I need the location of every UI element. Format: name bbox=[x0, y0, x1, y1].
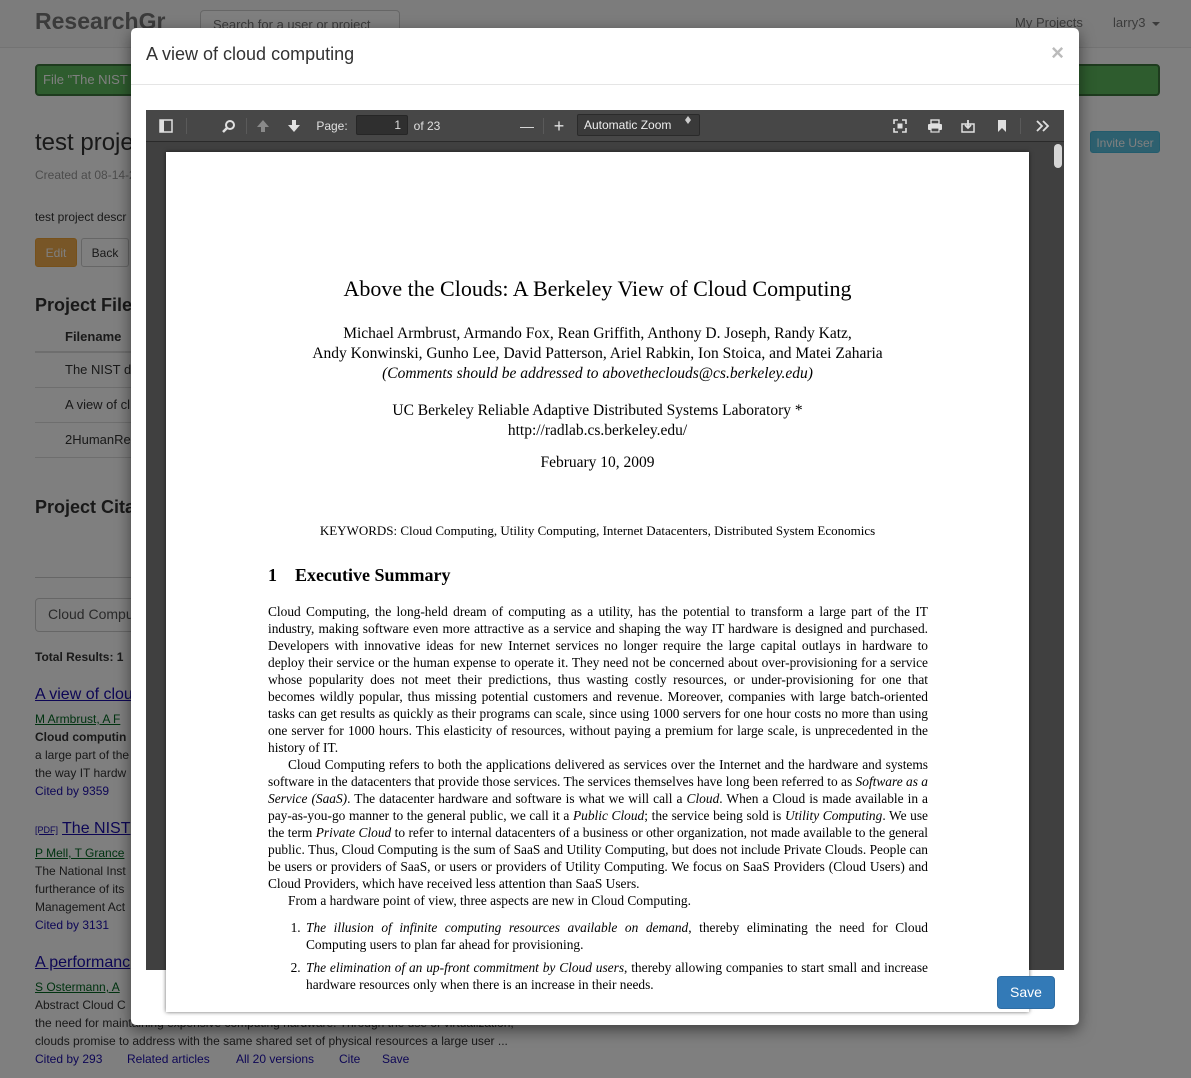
search-icon[interactable] bbox=[219, 116, 239, 136]
previous-page-icon[interactable] bbox=[253, 116, 273, 136]
modal-title: A view of cloud computing bbox=[146, 44, 355, 64]
download-icon[interactable] bbox=[958, 116, 978, 136]
bookmark-icon[interactable] bbox=[992, 116, 1012, 136]
paper-affiliation bbox=[166, 401, 1029, 441]
toolbar-separator bbox=[186, 118, 187, 134]
zoom-in-button[interactable]: + bbox=[553, 115, 565, 136]
sidebar-toggle-icon[interactable] bbox=[156, 116, 176, 136]
chevron-down-icon bbox=[685, 120, 691, 124]
list-item: 1. The illusion of infinite computing resources available on demand, thereby eliminating the need for Cloud Computing users to plan far ahead for provisioning. bbox=[304, 919, 928, 953]
save-button[interactable]: Save bbox=[997, 976, 1055, 1009]
paper-keywords: KEYWORDS: Cloud Computing, Utility Computing, Internet Datacenters, Distributed System Economics bbox=[319, 523, 876, 538]
authors-line: Andy Konwinski, Gunho Lee, David Patterson, Ariel Rabkin, Ion Stoica, and Matei Zaharia bbox=[312, 345, 883, 362]
paragraph: Cloud Computing refers to both the applications delivered as services over the Internet and the hardware and systems software in the datacenters that provide those services. The services themselves have long been referred to as Software as a Service (SaaS). The datacenter hardware and software is what we will call a Cloud. When a Cloud is made available in a pay-as-you-go manner to the general public, we call it a Public Cloud; the service being sold is Utility Computing. We use the term Private Cloud to refer to internal datacenters of a business or other organization, not made available to the general public. Thus, Cloud Computing is the sum of SaaS and Utility Computing, but does not include Private Clouds. People can be users or providers of SaaS, or users or providers of Utility Computing. We focus on SaaS Providers (Cloud Users) and Cloud Providers, which have received less attention than SaaS Users. bbox=[268, 757, 929, 891]
authors-line: Michael Armbrust, Armando Fox, Rean Griffith, Anthony D. Joseph, Randy Katz, bbox=[343, 325, 852, 342]
paper-date: February 10, 2009 bbox=[540, 454, 655, 471]
page-number-input[interactable]: 1 bbox=[356, 115, 408, 135]
paper-authors bbox=[166, 324, 1029, 384]
zoom-out-button[interactable]: — bbox=[520, 118, 534, 134]
aspects-list bbox=[304, 919, 928, 993]
paper-title: Above the Clouds: A Berkeley View of Cloud Computing bbox=[343, 276, 852, 301]
zoom-value: Automatic Zoom bbox=[584, 118, 672, 132]
section-title: Executive Summary bbox=[295, 565, 451, 585]
lab-name: UC Berkeley Reliable Adaptive Distributed Systems Laboratory * bbox=[392, 402, 803, 419]
paper-body bbox=[268, 603, 928, 999]
page-label: Page: bbox=[316, 119, 348, 133]
section-heading bbox=[268, 565, 450, 586]
pdf-modal bbox=[131, 28, 1079, 1025]
scrollbar[interactable] bbox=[1052, 142, 1064, 970]
toolbar-separator bbox=[543, 118, 544, 134]
paragraph: From a hardware point of view, three aspects are new in Cloud Computing. bbox=[288, 893, 691, 908]
next-page-icon[interactable] bbox=[284, 116, 304, 136]
section-number: 1 bbox=[268, 565, 277, 585]
presentation-mode-icon[interactable] bbox=[890, 116, 910, 136]
scrollbar-thumb[interactable] bbox=[1054, 144, 1062, 168]
toolbar-separator bbox=[1020, 118, 1021, 134]
tools-menu-icon[interactable] bbox=[1032, 116, 1054, 136]
toolbar-separator bbox=[246, 118, 247, 134]
print-icon[interactable] bbox=[924, 116, 946, 136]
modal-header bbox=[131, 28, 1079, 85]
paper-comments: (Comments should be addressed to abovetheclouds@cs.berkeley.edu) bbox=[382, 365, 813, 382]
page-total: of 23 bbox=[413, 119, 441, 133]
list-item: 2. The elimination of an up-front commitment by Cloud users, thereby allowing companies to start small and increase hardware resources only when there is an increase in their needs. bbox=[304, 959, 928, 993]
pdf-page bbox=[166, 152, 1029, 1012]
zoom-select[interactable] bbox=[577, 114, 700, 136]
lab-url: http://radlab.cs.berkeley.edu/ bbox=[507, 422, 688, 439]
pdf-toolbar bbox=[146, 110, 1064, 142]
close-icon[interactable]: × bbox=[1051, 40, 1064, 65]
paragraph: Cloud Computing, the long-held dream of computing as a utility, has the potential to transform a large part of the IT industry, making software even more attractive as a service and shaping the way IT hardware is designed and purchased. Developers with innovative ideas for new Internet services no longer require the large capital outlays in hardware to deploy their service or the human expense to operate it. They need not be concerned about over-provisioning for a service whose popularity does not meet their predictions, thus wasting costly resources, or under-provisioning for one that becomes wildly popular, thus missing potential customers and revenue. Moreover, companies with large batch-oriented tasks can get results as quickly as their programs can scale, since using 1000 servers for one hour costs no more than using one server for 1000 hours. This elasticity of resources, without paying a premium for large scale, is unprecedented in the history of IT. bbox=[268, 604, 928, 755]
